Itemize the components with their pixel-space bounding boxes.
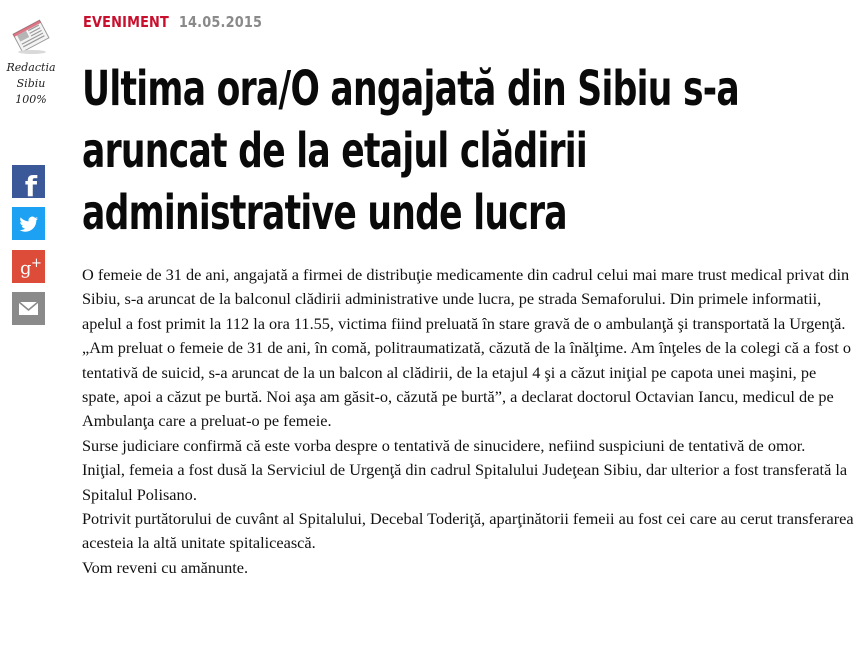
svg-text:f: f [24,170,38,198]
publish-date: 14.05.2015 [178,13,263,31]
category-link[interactable]: EVENIMENT [83,13,169,31]
article-paragraph: „Am preluat o femeie de 31 de ani, în comă, politraumatizată, căzută de la înălţime. Am înţeles de la colegi că a fost o tentativă de suicid, s-a aruncat de la un balcon al clădirii, de la etajul 4 şi a căzut iniţial pe capota unei maşini, pe spate, apoi a căzut pe burtă. Noi aşa am găsit-o, căzută pe burtă”, a declarat doctorul Octavian Iancu, medicul de pe Ambulanţa care a preluat-o pe femeie. [82,338,851,431]
article-body [82,263,854,580]
twitter-icon [12,207,45,240]
google-plus-share-button[interactable] [12,250,45,283]
google-plus-icon [12,250,45,283]
headline-line: administrative unde lucra [82,185,567,241]
article-paragraph: Surse judiciare confirmă că este vorba despre o tentativă de sinucidere, nefiind suspiciuni de tentativă de omor. [82,435,806,455]
email-share-button[interactable] [12,292,45,325]
newspaper-icon [10,16,52,56]
article-headline [82,58,845,244]
svg-text:g: g [20,258,32,279]
headline-line: aruncat de la etajul clădirii [82,123,588,179]
article-meta [83,13,262,31]
article-paragraph: Potrivit purtătorului de cuvânt al Spitalului, Decebal Toderiţă, aparţinătorii femeii au fost cei care au cerut transferarea acesteia la altă unitate spitalicească. [82,509,854,553]
author-name[interactable]: Redactia Sibiu 100% [6,61,56,106]
headline-line: Ultima ora/O angajată din Sibiu s-a [82,61,740,117]
svg-text:+: + [31,256,42,271]
facebook-share-button[interactable] [12,165,45,198]
article-paragraph: O femeie de 31 de ani, angajată a firmei de distribuţie medicamente din cadrul celui mai mare trust medical privat din Sibiu, s-a aruncat de la balconul clădirii administrative unde lucra, pe strada Semaforului. Din primele informatii, apelul a fost primit la 112 la ora 11.55, victima fiind preluată în stare gravă de o ambulanţă şi transportată la Urgenţă. [82,265,850,333]
article-paragraph: Vom reveni cu amănunte. [82,557,249,577]
twitter-share-button[interactable] [12,207,45,240]
facebook-icon [12,165,45,198]
email-icon [12,292,45,325]
article-paragraph: Iniţial, femeia a fost dusă la Serviciul de Urgenţă din cadrul Spitalului Judeţean Sibiu, dar ulterior a fost transferată la Spitalul Polisano. [82,460,848,504]
